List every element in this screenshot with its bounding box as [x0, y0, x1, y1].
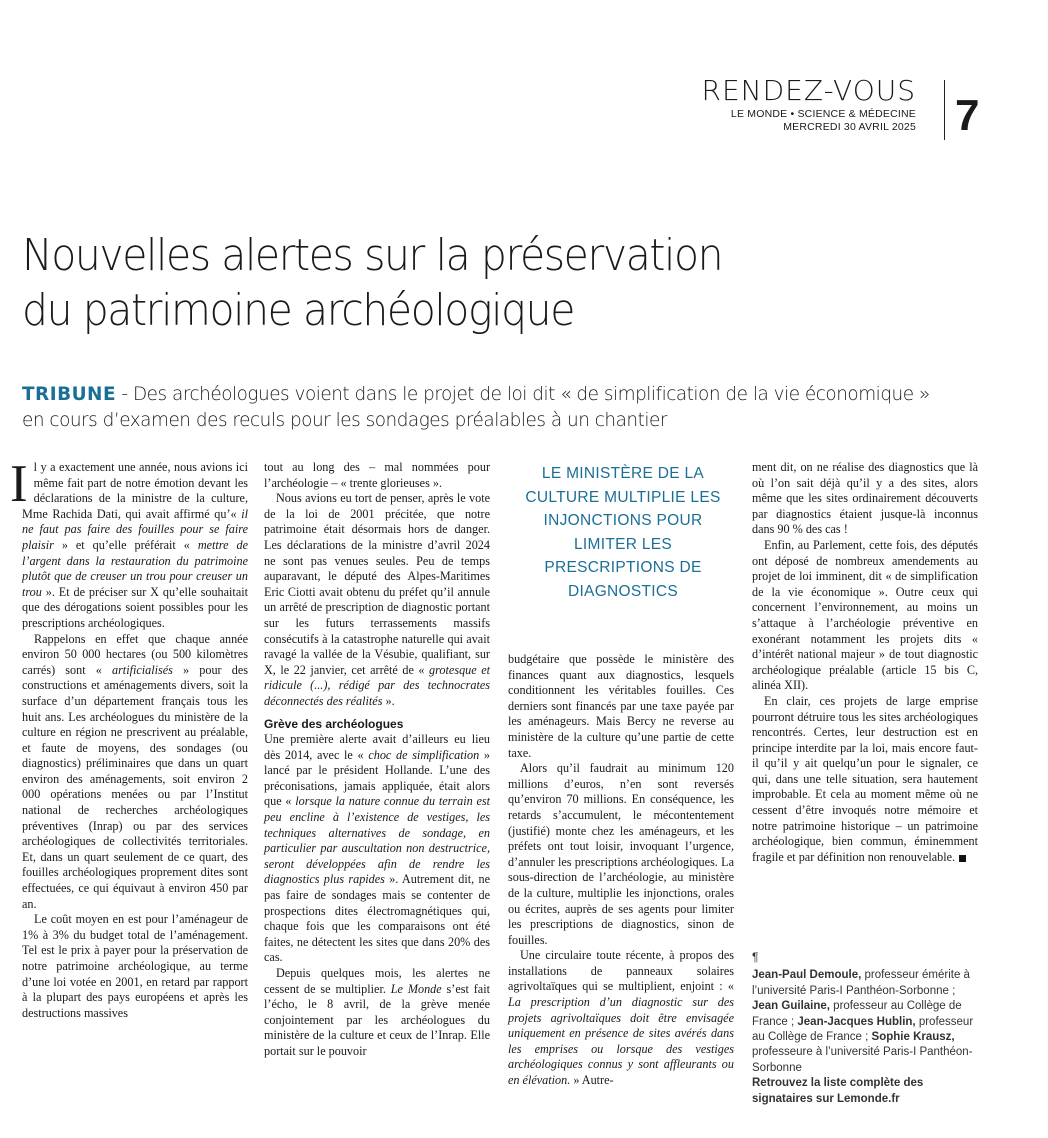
quote-run: il ne faut pas faire des fouilles pour se faire plaisir — [22, 506, 248, 552]
quote-run: artificialisés — [111, 662, 173, 677]
pull-quote: LE MINISTÈRE DE LA CULTURE MULTIPLIE LES INJONCTIONS POUR LIMITER LES PRESCRIPTIONS DE DIAGNOSTICS — [525, 465, 721, 600]
headline-line-2: du patrimoine archéologique — [22, 285, 574, 336]
page-number: 7 — [955, 91, 980, 140]
column-4-paragraph-3 — [752, 694, 978, 866]
text-run: ». — [382, 693, 395, 708]
text-run: En clair, ces projets de large emprise pourront détruire tous les sites archéologiques rencontrés. Certes, leur destruction est en principe interdite par la loi, mais encore faut-il qu’il y ait quelqu’un pour le signaler, ce qui, dans une telle situation, sera hautement improbable. Et cela au moment même où ne cessent d’être invoqués notre mémoire et notre patrimoine historique – un patrimoine archéologique, bien commun, éminemment fragile et par définition non renouvelable. — [752, 693, 978, 864]
text-run: Une première alerte avait d’ailleurs eu lieu dès 2014, avec le « — [264, 732, 490, 762]
column-3-paragraph-1: budgétaire que possède le ministère des finances quant aux diagnostics, lesquels conditionnent les véritables fouilles. Ces derniers sont financés par une taxe payée par les aménageurs. Mais Bercy ne reverse au ministère de la culture qu’une partie de cette taxe. — [508, 652, 734, 760]
signatory-name: Sophie Krausz, — [871, 1031, 955, 1044]
signatures — [752, 950, 978, 1107]
quote-run: La prescription d’un diagnostic sur des projets agrivoltaïques doit être envisagée uniquement en présence de sites avérés dans les emprises ou lorsque des vestiges archéologiques connus y sont affleurants ou en élévation. — [508, 995, 734, 1088]
section-header — [640, 74, 916, 134]
text-run: ». Et de préciser sur X qu’elle souhaitait que des dérogations soient possibles pour les prescriptions archéologiques. — [22, 584, 248, 630]
column-3-paragraph-2: Alors qu’il faudrait au minimum 120 millions d’euros, n’en sont reversés qu’environ 70 millions. En conséquence, les retards s’accumulent, le mécontentement (justifié) monte chez les aménageurs, et les préfets ont tout loisir, invoquant l’urgence, d’annuler les prescriptions archéologiques. La sous-direction de l’archéologie, au ministère de la culture, multiplie les injonctions, orales ou écrites, auprès de ses agents pour limiter les prescriptions de diagnostics, sinon de fouilles. — [508, 761, 734, 947]
signatory-role: professeur au Collège de France ; — [752, 1015, 974, 1044]
section-divider — [944, 80, 945, 140]
text-run: » Autre- — [570, 1073, 614, 1088]
article-headline — [22, 228, 952, 338]
column-2-paragraph-3 — [264, 732, 490, 966]
quote-run: grotesque et ridicule (...), rédigé par des technocrates déconnectés des réalités — [264, 662, 490, 708]
column-2-paragraph-4 — [264, 966, 490, 1060]
section-date: MERCREDI 30 AVRIL 2025 — [783, 121, 916, 133]
headline-line-1: Nouvelles alertes sur la préservation — [22, 230, 723, 281]
drop-cap: I — [10, 455, 28, 513]
column-1-paragraph-3: Le coût moyen en est pour l’aménageur de 1% à 3% du budget total de l’aménagement. Tel est le prix à payer pour la préservation de notre patrimoine archéologique, au terme d’une loi votée en 2001, en retard par rapport à la plupart des pays européens et après les destructions massives — [22, 912, 248, 1020]
article-column-3 — [508, 652, 734, 1089]
column-3-paragraph-3 — [508, 948, 734, 1088]
subhead: Grève des archéologues — [264, 716, 404, 731]
text-run: » pour des constructions et aménagements divers, soit la surface d’un département français tous les huit ans. Les archéologues du ministère de la culture en région ne prescrivent au préalable, et faute de moyens, des sondages (ou diagnostics) préliminaires que dans un quart environ des aménagements, soit environ 2 000 opérations menées ou par l’Institut national de recherches archéologiques préventives (Inrap) ou par des services archéologiques de collectivités territoriales. Et, dans un quart seulement de ce quart, des fouilles archéologiques proprement dites sont effectuées, ce qui équivaut à environ 450 par an. — [22, 662, 248, 911]
dek-text: - Des archéologues voient dans le projet de loi dit « de simplification de la vie économique » en cours d’examen des reculs pour les sondages préalables à un chantier — [22, 383, 930, 431]
text-run: Nous avions eu tort de penser, après le vote de la loi de 2001 précitée, que notre patrimoine était désormais hors de danger. Les déclarations de la ministre d’avril 2024 ne sont pas venues seules. Peu de temps auparavant, le député des Alpes-Maritimes Eric Ciotti avait obtenu du préfet qu’il annule un arrêté de prescription de diagnostic portant sur les futurs terrassements massifs consécutifs à la catastrophe naturelle qui avait ravagé la vallée de la Vésubie, qualifiant, sur X, le 22 janvier, cet arrêté de « — [264, 491, 490, 677]
article-column-4 — [752, 460, 978, 865]
article-column-2 — [264, 460, 490, 1060]
text-run: Une circulaire toute récente, à propos des installations de panneaux solaires agrivoltaïques qui se multiplient, enjoint : « — [508, 948, 734, 994]
signatory-name: Jean-Paul Demoule, — [752, 969, 862, 982]
column-1-paragraph-2 — [22, 632, 248, 913]
text-run: s’est fait l’écho, le 8 avril, de la grève menée conjointement par les archéologues du ministère de la culture et ceux de l’Inrap. Elle portait sur le pouvoir — [264, 981, 490, 1058]
section-publication: LE MONDE • SCIENCE & MÉDECINE — [730, 108, 916, 120]
text-run: » lancé par le président Hollande. L’une des préconisations, jamais appliquée, était alors que « — [264, 747, 491, 809]
article-tag: TRIBUNE — [22, 383, 117, 405]
text-run: ». Autrement dit, ne pas faire de sondages mais se contenter de prospections dites électromagnétiques qui, chaque fois que les comparaisons ont été faites, ne détectent les sites que dans 20% des cas. — [264, 872, 490, 965]
signatory-name: Jean-Jacques Hublin, — [797, 1015, 916, 1028]
quote-run: mettre de l’argent dans la restauration du patrimoine plutôt que de creuser un trou pour creuser un trou — [22, 537, 248, 599]
newspaper-name: Le Monde — [390, 981, 442, 996]
pilcrow-icon: ¶ — [752, 950, 759, 964]
column-2-paragraph-1: tout au long des – mal nommées pour l’archéologie – « trente glorieuses ». — [264, 460, 490, 490]
text-run: Rappelons en effet que chaque année environ 50 000 hectares (ou 500 kilomètres carrés) sont « — [22, 631, 248, 677]
section-title: RENDEZ-VOUS — [701, 74, 916, 107]
signatory-name: Jean Guilaine, — [752, 1000, 830, 1013]
quote-run: choc de simplification — [368, 747, 480, 762]
column-4-paragraph-2: Enfin, au Parlement, cette fois, des députés ont déposé de nombreux amendements au projet de loi imminent, dit « de simplification de la vie économique ». Outre ceux qui concernent l’environnement, au moins un s’attaque à l’archéologie préventive en exonérant notamment les projets dits « d’intérêt national majeur » de tout diagnostic archéologique préalable (article 15 bis C, alinéa XII). — [752, 537, 978, 693]
signatories-link[interactable]: Retrouvez la liste complète des signataires sur Lemonde.fr — [752, 1077, 924, 1105]
signatory-role: professeur émérite à l’université Paris-I Panthéon-Sorbonne ; — [752, 969, 970, 997]
signatory-role: professeur au Collège de France ; — [752, 1000, 962, 1028]
text-run: l y a exactement une année, nous avions ici même fait part de notre émotion devant les déclarations de la ministre de la culture, Mme Rachida Dati, qui avait affirmé qu’« — [22, 460, 248, 521]
quote-run: lorsque la nature connue du terrain est peu encline à l’existence de vestiges, les techniques alternatives de sondage, en particulier par auscultation non destructrice, seront développées afin de rendre les diagnostics plus rapides — [264, 794, 490, 887]
end-mark-icon — [959, 855, 966, 862]
text-run: » et qu’elle préférait « — [53, 537, 198, 552]
text-run: Depuis quelques mois, les alertes ne cessent de se multiplier. — [264, 966, 490, 996]
column-1-paragraph-1 — [10, 455, 248, 632]
article-column-1 — [10, 455, 248, 1021]
column-4-paragraph-1: ment dit, on ne réalise des diagnostics que là où l’on sait déjà qu’il y a des sites, alors même que les sites ordinairement découverts par diagnostics étaient jusque-là inconnus dans 90 % des cas ! — [752, 460, 978, 537]
column-2-paragraph-2 — [264, 491, 490, 709]
signatory-role: professeure à l’université Paris-I Panthéon-Sorbonne — [752, 1046, 973, 1074]
article-dek — [22, 381, 953, 433]
